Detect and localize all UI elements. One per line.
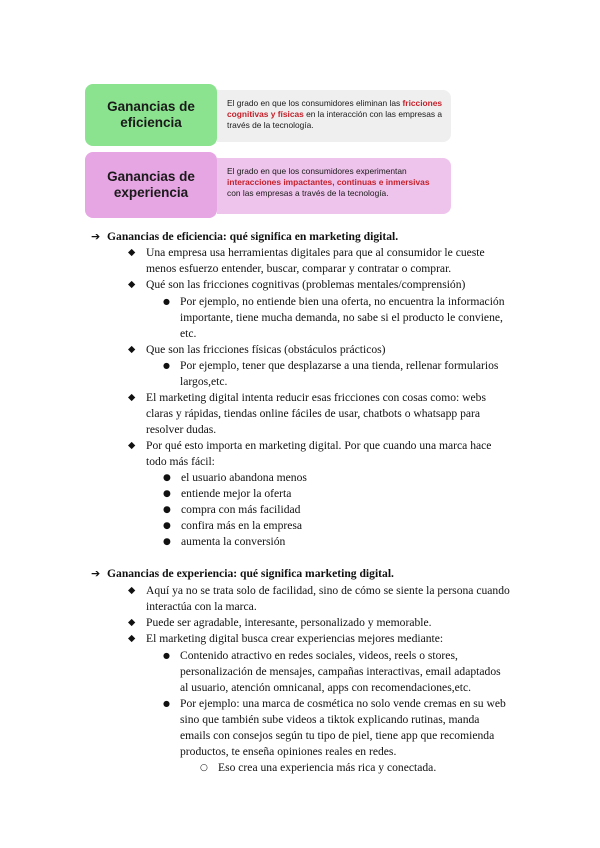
bullet-icon: ● [163,297,170,306]
bullet-icon: ● [163,505,171,515]
paragraph-line: claras y rápidas, tiendas online fáciles de usar, chatbots o whatsapp para [146,407,481,420]
efficiency-label-card: Ganancias de eficiencia [85,84,217,146]
paragraph-line: productos, te enseña opiniones reales en redes. [180,745,397,758]
paragraph-line: menos esfuerzo entender, buscar, comparar y contratar o comprar. [146,262,452,275]
paragraph-line: emails con consejos según tu tipo de piel, tiene app que recomienda [180,729,495,742]
paragraph-line: importante, tiene mucha demanda, no sabe si el producto le conviene, [180,311,503,324]
bullet-icon: ● [163,651,170,660]
paragraph-line: largos,etc. [180,375,228,388]
bullet-icon: ● [163,489,171,499]
paragraph-line: etc. [180,327,197,340]
diamond-bullet-icon: ◆ [128,247,136,258]
bullet-icon: ● [163,473,171,483]
experience-description-card: El grado en que los consumidores experimentan interacciones impactantes, continuas e inmersivas con las empresas a través de la tecnología. [217,158,451,214]
hollow-bullet-icon: ○ [200,763,208,773]
diamond-bullet-icon: ◆ [128,585,136,596]
efficiency-highlight: fricciones cognitivas y físicas [227,98,443,119]
paragraph-line: personalización de mensajes, campañas interactivas, email adaptados [180,665,501,678]
paragraph-line: al usuario, atención omnicanal, apps con recomendaciones,etc. [180,681,472,694]
paragraph-line: sino que también sube videos a tiktok explicando rutinas, manda [180,713,480,726]
diamond-bullet-icon: ◆ [128,633,136,644]
diamond-bullet-icon: ◆ [128,440,136,451]
efficiency-experience-figure [85,84,453,218]
paragraph-line: interactúa con la marca. [146,600,257,613]
section-heading-experience: ➔ Ganancias de experiencia: qué significa marketing digital. [91,567,394,580]
diamond-bullet-icon: ◆ [128,617,136,628]
bullet-icon: ● [163,361,170,370]
paragraph-line: todo más fácil: [146,455,215,468]
arrow-icon: ➔ [91,230,101,243]
arrow-icon: ➔ [91,567,101,580]
bullet-icon: ● [163,699,170,708]
experience-label-card: Ganancias de experiencia [85,152,217,218]
bullet-icon: ● [163,521,171,531]
section-heading-efficiency: ➔ Ganancias de eficiencia: qué significa en marketing digital. [91,230,399,243]
diamond-bullet-icon: ◆ [128,279,136,290]
diamond-bullet-icon: ◆ [128,344,136,355]
paragraph-line: resolver dudas. [146,423,217,436]
bullet-icon: ● [163,537,171,547]
diamond-bullet-icon: ◆ [128,392,136,403]
efficiency-description-card: El grado en que los consumidores eliminan las fricciones cognitivas y físicas en la interacción con las empresas a través de la tecnología. [217,90,451,142]
experience-highlight: interacciones impactantes, continuas e inmersivas [227,177,430,187]
